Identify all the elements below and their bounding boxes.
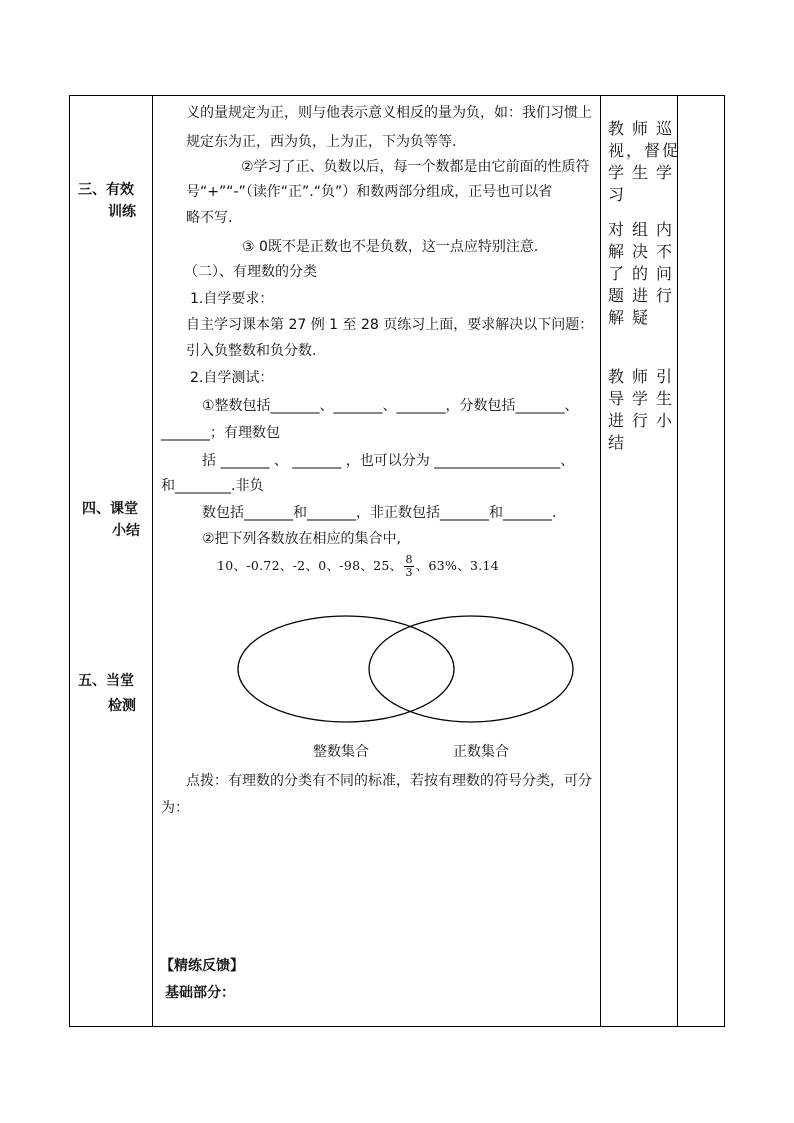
table-border-left <box>69 95 70 1027</box>
section5-label-line2: 检测 <box>108 698 136 714</box>
section4-label-line1: 四、课堂 <box>82 501 138 517</box>
teacher-note-3 <box>608 366 680 454</box>
teacher-note-3-line1: 教师引 <box>608 367 681 386</box>
section4-label-line2: 小结 <box>112 523 140 539</box>
number-list-after: 、63%、3.14 <box>415 558 500 573</box>
teacher-note-2-line4: 题进行 <box>608 286 681 305</box>
section5-label-line1: 五、当堂 <box>78 673 134 689</box>
basic-part-label: 基础部分： <box>165 985 235 1001</box>
column-divider-2 <box>600 95 601 1027</box>
integer-set-ellipse <box>238 616 454 722</box>
fraction-denominator: 3 <box>405 566 413 579</box>
number-list-before: 10、-0.72、-2、0、-98、25、 <box>217 558 403 573</box>
fraction-8-3 <box>404 554 413 579</box>
table-border-bottom <box>69 1026 725 1027</box>
teacher-note-1-line3: 学生学 <box>608 163 681 182</box>
venn-left-label: 整数集合 <box>313 744 369 760</box>
section-heading-classification: （二）、有理数的分类 <box>184 264 317 280</box>
number-list <box>217 552 499 580</box>
table-border-top <box>69 95 725 96</box>
teacher-note-1 <box>608 118 680 206</box>
question2-prompt: ②把下列各数放在相应的集合中, <box>202 531 402 547</box>
teacher-note-2-line5: 解疑 <box>608 308 657 327</box>
venn-diagram <box>230 612 580 727</box>
self-study-goal: 引入负整数和负分数. <box>186 343 317 359</box>
fraction-numerator: 8 <box>405 553 413 566</box>
teacher-note-2 <box>608 219 680 329</box>
question1-line3: 括 _______ 、 _______ ，也可以分为 __________________、 <box>202 453 575 469</box>
teacher-note-3-line4: 结 <box>608 433 633 452</box>
column-divider-1 <box>152 95 153 1027</box>
teacher-note-3-line2: 导学生 <box>608 389 681 408</box>
tip-line1: 点拨：有理数的分类有不同的标准，若按有理数的符号分类，可分 <box>186 773 592 789</box>
teacher-note-1-line1: 教师巡 <box>608 119 681 138</box>
question1-line1: ①整数包括_______、_______、_______，分数包括_______、 <box>202 398 579 414</box>
paragraph-line-4: 号“+”“-”（读作“正”.“负”）和数两部分组成，正号也可以省 <box>186 184 553 200</box>
question1-line4: 和________.非负 <box>161 478 264 494</box>
paragraph-line-1: 义的量规定为正，则与他表示意义相反的量为负，如：我们习惯上 <box>186 105 592 121</box>
self-study-text: 自主学习课本第 27 例 1 至 28 页练习上面，要求解决以下问题： <box>186 317 594 333</box>
tip-line2: 为： <box>161 800 189 816</box>
question1-line5: 数包括_______和_______，非正数包括_______和_______. <box>202 505 557 521</box>
paragraph-line-6: ③ 0既不是正数也不是负数，这一点应特别注意. <box>242 239 539 255</box>
teacher-note-3-line3: 进行小 <box>608 411 681 430</box>
positive-set-ellipse <box>369 616 573 722</box>
self-test-title: 2.自学测试： <box>190 370 274 386</box>
teacher-note-2-line3: 了的问 <box>608 264 681 283</box>
teacher-note-1-line4: 习 <box>608 185 633 204</box>
venn-right-label: 正数集合 <box>453 744 509 760</box>
section3-label-line2: 训练 <box>108 204 136 220</box>
table-border-right <box>724 95 725 1027</box>
question1-line2: _______；有理数包 <box>161 425 280 441</box>
feedback-heading: 【精练反馈】 <box>160 958 244 974</box>
paragraph-line-3: ②学习了正、负数以后，每一个数都是由它前面的性质符 <box>241 159 590 175</box>
teacher-note-2-line2: 解决不 <box>608 242 681 261</box>
teacher-note-1-line2: 视，督促 <box>608 141 681 160</box>
paragraph-line-5: 略不写. <box>186 210 233 226</box>
self-study-title: 1.自学要求： <box>190 291 274 307</box>
section3-label-line1: 三、有效 <box>78 182 134 198</box>
teacher-note-2-line1: 对组内 <box>608 220 681 239</box>
paragraph-line-2: 规定东为正，西为负，上为正，下为负等等. <box>186 134 457 150</box>
